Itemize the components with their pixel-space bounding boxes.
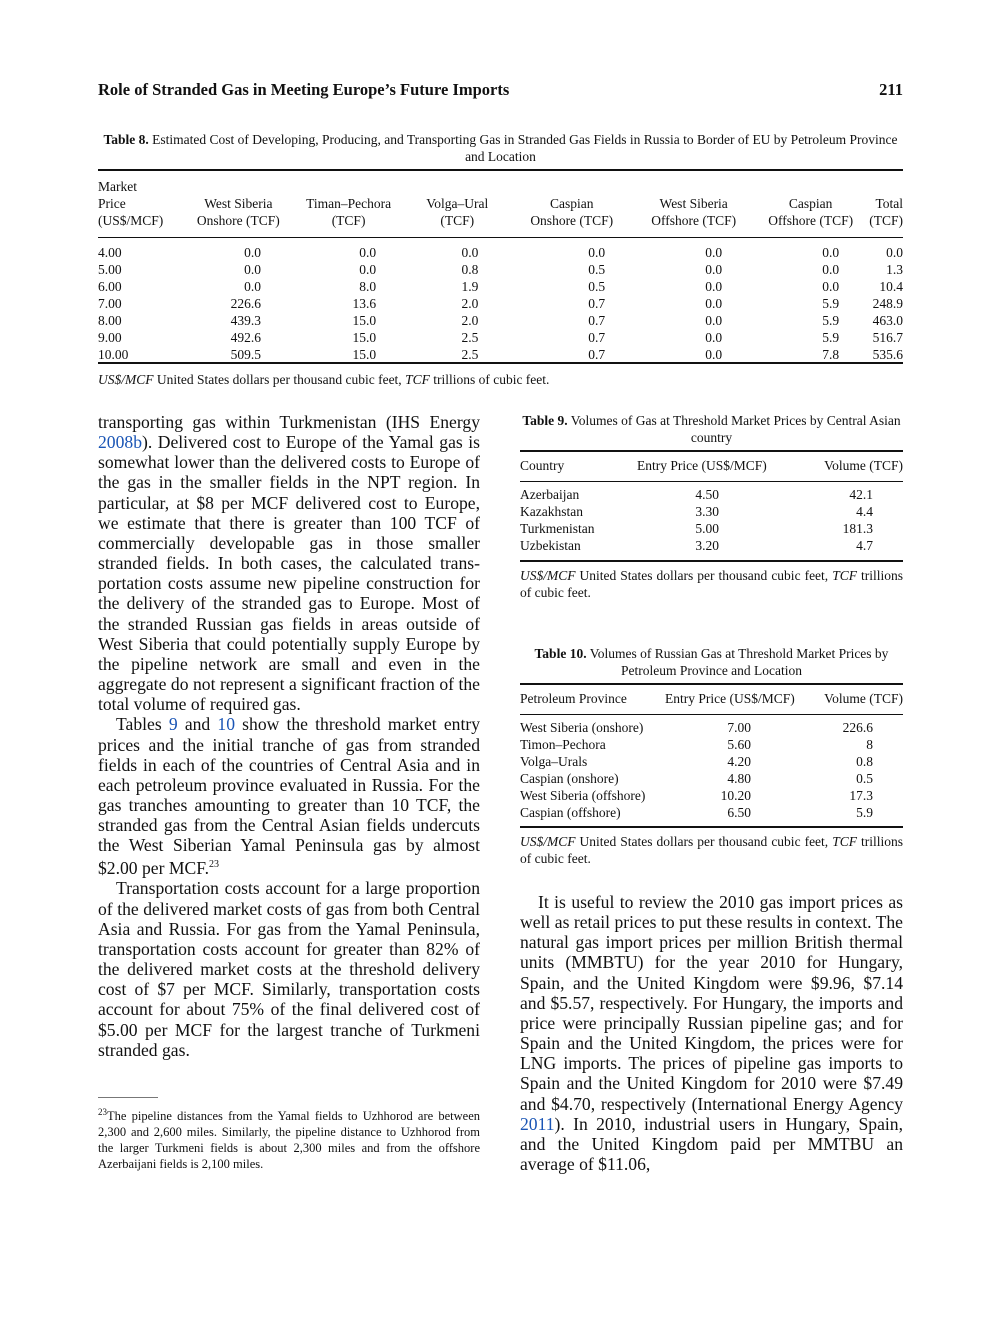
col-header: Volume (TCF) [824, 691, 903, 706]
table-cell: 181.3 [842, 521, 873, 536]
table-row [520, 787, 903, 804]
table-cell: 0.0 [244, 262, 262, 277]
table-cell: Caspian (offshore) [520, 805, 621, 820]
table9-bottom-rule [520, 560, 903, 562]
table-cell: Azerbaijan [520, 487, 580, 502]
note-abbrev: TCF [405, 372, 430, 387]
table-cell: Timon–Pechora [520, 737, 606, 752]
table-cell: 0.0 [359, 262, 377, 277]
table-cell: 0.0 [705, 313, 723, 328]
table-cell: 439.3 [230, 313, 262, 328]
table-row [520, 736, 903, 753]
table-cell: West Siberia (offshore) [520, 788, 646, 803]
table-cell: 3.30 [695, 504, 719, 519]
table-link[interactable]: 10 [217, 714, 235, 735]
table9-note: US$/MCF United States dollars per thousand cubic feet, TCF trillions of cubic feet. [520, 568, 903, 600]
table-cell: 1.3 [886, 262, 903, 277]
table-cell: 0.0 [705, 296, 723, 311]
table-cell: 248.9 [872, 296, 903, 311]
table-cell: 535.6 [872, 347, 903, 362]
table-cell: 0.0 [244, 279, 262, 294]
page-number: 211 [879, 80, 903, 99]
table-cell: 0.0 [705, 262, 723, 277]
table8-note [98, 371, 903, 388]
table9-caption-text: Volumes of Gas at Threshold Market Prices by Central Asian country [570, 413, 901, 445]
table-cell: 516.7 [872, 330, 903, 345]
table-cell: 6.50 [727, 805, 751, 820]
table-cell: 2.0 [461, 296, 479, 311]
col-header: Market Price (US$/MCF) [98, 179, 164, 228]
running-title: Role of Stranded Gas in Meeting Europe’s Future Imports [98, 80, 510, 99]
col-header: Volga–Ural (TCF) [426, 196, 489, 228]
table-cell: 0.0 [886, 245, 903, 260]
table-cell: Kazakhstan [520, 504, 583, 519]
table-cell: 5.9 [822, 330, 840, 345]
table-cell: 8.00 [98, 313, 122, 328]
paragraph: Tables 9 and 10 show the threshold market entry prices and the initial tranche of gas from stranded fields in each of the countries of Central Asia and in each petroleum province evaluated in Russia. For the gas tranches amounting to greater than 10 TCF, the stranded gas from the Central Asian fields undercuts the West Siberian Yamal Peninsula gas by almost $2.00 per MCF.$^{23}$ [98, 714, 480, 879]
table-cell: 4.4 [856, 504, 873, 519]
footnote-text: The pipeline distances from the Yamal fields to Uzhhorod are between 2,300 and 2,600 miles. Similarly, the pipeline distance to Uzhhorod from the larger Turkmeni fields is about 2,300 miles and from the offshore Azerbaijani fields is 2,100 miles. [98, 1109, 480, 1172]
table-row [98, 329, 903, 346]
paragraph: transporting gas within Turkmenistan (IHS Energy 2008b). Delivered cost to Europe of the Yamal gas is somewhat lower than the delivered costs to Europe of the gas in the smaller fields in the NPT region. In particular, at $8 per MCF delivered cost to Europe, we estimate that there is greater than 100 TCF of commercially developable gas in those smaller stranded fields. In both cases, the calculated transportation costs assume new pipeline construction for the delivery of the stranded gas to Europe. Most of the stranded Russian gas fields in areas outside of West Siberia that could potentially supply Europe by the pipeline network are small and even in the aggregate do not represent a significant fraction of the total volume of required gas. [98, 412, 480, 715]
table-cell: 226.6 [230, 296, 262, 311]
table-cell: 5.9 [856, 805, 873, 820]
note-abbrev: US$/MCF [98, 372, 154, 387]
table9-label: Table 9. [522, 413, 568, 428]
table-row [520, 537, 903, 554]
table-cell: 3.20 [695, 538, 719, 553]
table-cell: 10.20 [720, 788, 751, 803]
paragraph: Transportation costs account for a large proportion of the delivered market costs of gas from both Central Asia and Russia. For gas from the Yamal Peninsula, transportation costs account for greater than 82% of the delivered market costs at the threshold delivery cost of $7 per MCF. Similarly, transportation costs account for about 75% of the final delivered cost of $5.00 per MCF for the largest tranche of Turkmeni stranded gas. [98, 878, 480, 1060]
col-header: Volume (TCF) [824, 458, 903, 473]
table8-caption [98, 131, 903, 165]
running-header [98, 80, 903, 100]
table-cell: 0.0 [244, 245, 262, 260]
table-cell: West Siberia (onshore) [520, 720, 644, 735]
table-cell: 0.0 [705, 347, 723, 362]
table-cell: 4.00 [98, 245, 122, 260]
table-cell: 5.9 [822, 296, 840, 311]
table9-header [520, 458, 903, 475]
table-cell: Uzbekistan [520, 538, 581, 553]
table-cell: 10.00 [98, 347, 129, 362]
footnote [98, 1104, 480, 1172]
table-cell: 42.1 [849, 487, 873, 502]
table-row [520, 520, 903, 537]
table-cell: 0.0 [705, 279, 723, 294]
table-cell: 0.7 [588, 296, 606, 311]
table-cell: 0.0 [822, 245, 840, 260]
table-cell: 0.0 [822, 279, 840, 294]
footnote-ref[interactable]: 23 [209, 859, 219, 871]
table-cell: 1.9 [461, 279, 479, 294]
table-cell: 2.5 [461, 330, 479, 345]
table-cell: 5.00 [695, 521, 719, 536]
table-cell: 10.4 [879, 279, 903, 294]
note-text: trillions of cubic feet. [429, 372, 550, 387]
table-cell: Caspian (onshore) [520, 771, 619, 786]
table10-caption-text: Volumes of Russian Gas at Threshold Market Prices by Petroleum Province and Location [589, 646, 889, 678]
table-cell: 0.5 [588, 262, 606, 277]
table-cell: 15.0 [352, 313, 377, 328]
table-row [98, 295, 903, 312]
table-row [98, 312, 903, 329]
table10-body [520, 719, 903, 821]
table-cell: 0.0 [705, 245, 723, 260]
left-column [98, 412, 480, 1060]
table8-label: Table 8. [103, 132, 149, 147]
table-cell: 7.00 [98, 296, 122, 311]
col-header: West Siberia Offshore (TCF) [651, 196, 737, 228]
col-header: Caspian Offshore (TCF) [768, 196, 854, 228]
table-cell: 8 [866, 737, 873, 752]
note-text: United States dollars per thousand cubic feet, [153, 372, 406, 387]
col-header: Petroleum Province [520, 691, 627, 706]
table-cell: 4.20 [727, 754, 751, 769]
footnote-number: 23 [98, 1107, 107, 1117]
col-header: Timan–Pechora (TCF) [306, 196, 392, 228]
table-cell: 0.8 [461, 262, 479, 277]
table-cell: 0.0 [461, 245, 479, 260]
table-cell: 0.5 [588, 279, 606, 294]
table-cell: Turkmenistan [520, 521, 595, 536]
table-cell: 4.50 [695, 487, 719, 502]
table-cell: 226.6 [842, 720, 873, 735]
paragraph: It is useful to review the 2010 gas import prices as well as retail prices to put these results in context. The natural gas import prices per million British thermal units (MMBTU) for the year 2010 for Hungary, Spain, and the United Kingdom were $9.96, $7.14 and $5.57, respectively. For Hungary, the imports and price were principally Russian pipeline gas; and for Spain and the United Kingdom, the prices were for LNG imports. The prices of pipeline gas imports to Spain and the United Kingdom for 2010 were $7.49 and $4.70, respectively (International Energy Agency 2011). In 2010, industrial users in Hungary, Spain, and the United Kingdom paid per MMTBU an average of $11.06, [520, 892, 903, 1175]
table10-top-rule [520, 683, 903, 685]
table-row [98, 261, 903, 278]
table-cell: 15.0 [352, 347, 377, 362]
table10-note: US$/MCF United States dollars per thousand cubic feet, TCF trillions of cubic feet. [520, 834, 903, 866]
table10-header [520, 691, 903, 708]
table-cell: 7.8 [822, 347, 840, 362]
table-cell: 0.7 [588, 313, 606, 328]
table-cell: 8.0 [359, 279, 377, 294]
table-cell: 0.0 [359, 245, 377, 260]
table-cell: 5.9 [822, 313, 840, 328]
table-row [520, 804, 903, 821]
col-header: Country [520, 458, 565, 473]
table9-mid-rule [520, 481, 903, 482]
table10-mid-rule [520, 714, 903, 715]
table-cell: 9.00 [98, 330, 122, 345]
table-cell: Volga–Urals [520, 754, 588, 769]
table-row [98, 278, 903, 295]
col-header: Caspian Onshore (TCF) [530, 196, 614, 228]
table-cell: 4.80 [727, 771, 751, 786]
footnote-rule [98, 1097, 158, 1098]
table-cell: 463.0 [872, 313, 903, 328]
table-cell: 15.0 [352, 330, 377, 345]
table-row [520, 770, 903, 787]
col-header: Entry Price (US$/MCF) [665, 691, 795, 706]
table8-top-rule [98, 169, 903, 171]
table-cell: 0.5 [856, 771, 873, 786]
table-row [520, 503, 903, 520]
table-cell: 17.3 [849, 788, 873, 803]
table-cell: 509.5 [230, 347, 262, 362]
table-cell: 0.7 [588, 330, 606, 345]
citation-link[interactable]: 2008b [98, 432, 142, 453]
col-header: Entry Price (US$/MCF) [637, 458, 767, 473]
table8-caption-text: Estimated Cost of Developing, Producing, and Transporting Gas in Stranded Gas Fields in Russia to Border of EU by Petroleum Province and Location [152, 132, 898, 164]
table9-caption [520, 412, 903, 446]
table-cell: 0.0 [705, 330, 723, 345]
table8-bottom-rule [98, 362, 903, 364]
table10-label: Table 10. [534, 646, 587, 661]
table-row [98, 346, 903, 363]
table-cell: 13.6 [352, 296, 377, 311]
table-row [98, 244, 903, 261]
citation-link[interactable]: 2011 [520, 1113, 555, 1134]
table-cell: 0.8 [856, 754, 873, 769]
table-link[interactable]: 9 [168, 714, 178, 735]
col-header: Total (TCF) [869, 196, 903, 228]
table10-caption [520, 645, 903, 679]
table-cell: 2.0 [461, 313, 479, 328]
table-cell: 0.0 [588, 245, 606, 260]
table9-top-rule [520, 450, 903, 452]
table-cell: 0.7 [588, 347, 606, 362]
col-header: West Siberia Onshore (TCF) [196, 196, 280, 228]
table8 [98, 178, 903, 363]
table-cell: 7.00 [727, 720, 751, 735]
table-cell: 0.0 [822, 262, 840, 277]
table-cell: 5.60 [727, 737, 751, 752]
table-cell: 2.5 [461, 347, 479, 362]
table9-body [520, 486, 903, 554]
table-row [520, 486, 903, 503]
table-cell: 4.7 [856, 538, 873, 553]
table-row [520, 719, 903, 736]
table-cell: 6.00 [98, 279, 122, 294]
table-cell: 492.6 [230, 330, 262, 345]
table-cell: 5.00 [98, 262, 122, 277]
right-column [520, 892, 903, 1174]
table10-bottom-rule [520, 826, 903, 828]
table-row [520, 753, 903, 770]
